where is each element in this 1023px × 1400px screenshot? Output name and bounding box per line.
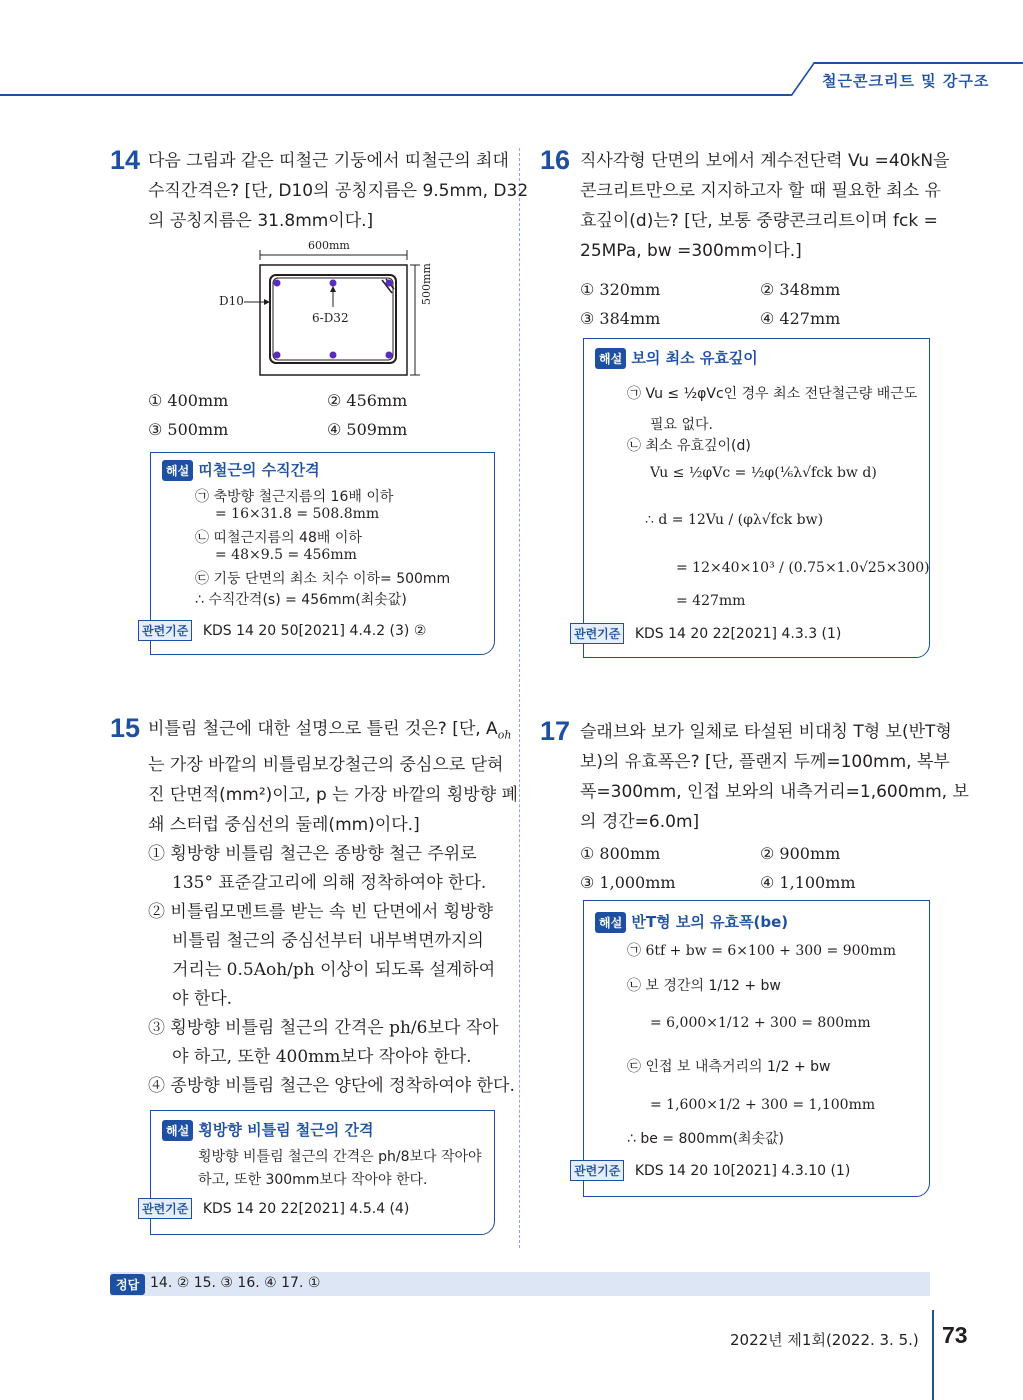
q14-reference <box>138 620 426 641</box>
q16-exp-line: = 12×40×10³ / (0.75×1.0√25×300) <box>676 560 930 576</box>
q16-line: 직사각형 단면의 보에서 계수전단력 Vu =40kN을 <box>580 151 950 171</box>
figure-width-label: 600mm <box>308 239 350 252</box>
q17-exp-line: ㉢ 인접 보 내측거리의 1/2 + bw <box>627 1059 831 1075</box>
q17-exp-line: = 6,000×1/12 + 300 = 800mm <box>650 1015 871 1031</box>
q17-option-1[interactable]: ① 800mm <box>580 844 661 863</box>
section-title: 철근콘크리트 및 강구조 <box>822 72 990 90</box>
figure-tie-label: D10 <box>219 294 244 308</box>
q14-option-4[interactable]: ④ 509mm <box>327 420 408 439</box>
q14-exp-line: = 16×31.8 = 508.8mm <box>215 506 380 522</box>
explanation-badge: 해설 <box>595 912 626 933</box>
question-14-text <box>148 146 529 236</box>
q16-option-4[interactable]: ④ 427mm <box>760 309 841 328</box>
q17-exp-title-text: 반T형 보의 유효폭(be) <box>631 913 789 931</box>
q15-line-text: 비틀림 철근에 대한 설명으로 틀린 것은? [단, A <box>148 719 498 739</box>
q15-reference <box>138 1198 409 1219</box>
q14-option-3[interactable]: ③ 500mm <box>148 420 229 439</box>
q16-line: 25MPa, bw =300mm이다.] <box>580 241 802 261</box>
bar-arrow <box>330 286 336 292</box>
question-16-text <box>580 146 950 266</box>
page-number: 73 <box>942 1322 968 1348</box>
q17-exp-line: = 1,600×1/2 + 300 = 1,100mm <box>650 1097 876 1113</box>
q15-line: 쇄 스터럽 중심선의 둘레(mm)이다.] <box>148 815 420 836</box>
rebar-dot <box>386 352 393 359</box>
q17-line: 보)의 유효폭은? [단, 플랜지 두께=100mm, 복부 <box>580 752 950 772</box>
q14-exp-line: ㉠ 축방향 철근지름의 16배 이하 <box>195 489 394 505</box>
q15-option-3-cont[interactable]: 야 하고, 또한 400mm보다 작아야 한다. <box>172 1047 472 1067</box>
q15-exp-line: 횡방향 비틀림 철근의 간격은 ph/8보다 작아야 <box>198 1149 482 1165</box>
rebar-dot <box>274 280 281 287</box>
q16-line: 효깊이(d)는? [단, 보통 중량콘크리트이며 fck = <box>580 211 938 231</box>
question-17-text <box>580 717 969 837</box>
q16-exp-line: ∴ d = 12Vu / (φλ√fck bw) <box>645 512 824 528</box>
rebar-dot <box>330 280 337 287</box>
q17-ref-text: KDS 14 20 10[2021] 4.3.10 (1) <box>634 1163 851 1179</box>
rebar-dot <box>330 352 337 359</box>
q14-line: 다음 그림과 같은 띠철근 기둥에서 띠철근의 최대 <box>148 151 509 171</box>
question-14-number: 14 <box>110 145 141 175</box>
q17-option-3[interactable]: ③ 1,000mm <box>580 873 676 892</box>
q15-line <box>148 714 512 750</box>
q16-option-2[interactable]: ② 348mm <box>760 280 841 299</box>
q15-exp-line: 하고, 또한 300mm보다 작아야 한다. <box>198 1172 428 1188</box>
q15-ref-text: KDS 14 20 22[2021] 4.5.4 (4) <box>202 1201 410 1217</box>
q15-option-1[interactable]: ① 횡방향 비틀림 철근은 종방향 철근 주위로 <box>148 844 477 864</box>
q17-line: 폭=300mm, 인접 보와의 내측거리=1,600mm, 보 <box>580 782 969 802</box>
q16-explanation-title <box>595 347 758 369</box>
q16-exp-title-text: 보의 최소 유효깊이 <box>631 349 758 367</box>
q17-exp-line: ∴ be = 800mm(최솟값) <box>627 1131 784 1147</box>
q14-exp-line: ∴ 수직간격(s) = 456mm(최솟값) <box>195 592 407 608</box>
q15-exp-title-text: 횡방향 비틀림 철근의 간격 <box>198 1121 374 1139</box>
rebar-dot <box>386 280 393 287</box>
reference-badge: 관련기준 <box>570 1160 624 1181</box>
tied-column-figure <box>210 235 440 385</box>
q14-explanation-title <box>162 459 320 481</box>
explanation-badge: 해설 <box>162 460 193 481</box>
q15-option-2-cont[interactable]: 야 한다. <box>172 989 233 1009</box>
q16-ref-text: KDS 14 20 22[2021] 4.3.3 (1) <box>634 626 842 642</box>
question-17-number: 17 <box>540 716 571 746</box>
q15-option-3[interactable]: ③ 횡방향 비틀림 철근의 간격은 ph/6보다 작아 <box>148 1018 499 1038</box>
q16-exp-line: 필요 없다. <box>650 417 713 433</box>
q15-line: 는 가장 바깥의 비틀림보강철근의 중심으로 닫혀 <box>148 755 504 776</box>
answer-badge: 정답 <box>110 1274 145 1295</box>
exam-date: 2022년 제1회(2022. 3. 5.) <box>730 1331 919 1349</box>
q14-exp-line: ㉢ 기둥 단면의 최소 치수 이하= 500mm <box>195 571 451 587</box>
q15-option-2-cont[interactable]: 비틀림 철근의 중심선부터 내부벽면까지의 <box>172 931 484 951</box>
q16-line: 콘크리트만으로 지지하고자 할 때 필요한 최소 유 <box>580 181 941 201</box>
explanation-badge: 해설 <box>162 1120 193 1141</box>
q15-option-2-cont[interactable]: 거리는 0.5Aoh/ph 이상이 되도록 설계하여 <box>172 960 496 980</box>
q17-explanation-title <box>595 911 788 933</box>
subscript-oh: oh <box>497 728 512 742</box>
q16-exp-line: ㉠ Vu ≤ ½φVc인 경우 최소 전단철근량 배근도 <box>627 386 918 402</box>
q14-exp-line: = 48×9.5 = 456mm <box>215 547 357 563</box>
q15-option-1-cont[interactable]: 135° 표준갈고리에 의해 정착하여야 한다. <box>172 873 487 893</box>
reference-badge: 관련기준 <box>570 623 624 644</box>
q15-option-4[interactable]: ④ 종방향 비틀림 철근은 양단에 정착하여야 한다. <box>148 1076 515 1096</box>
q14-option-1[interactable]: ① 400mm <box>148 391 229 410</box>
q16-exp-line: ㉡ 최소 유효깊이(d) <box>627 438 751 454</box>
q16-option-1[interactable]: ① 320mm <box>580 280 661 299</box>
answer-list: 14. ② 15. ③ 16. ④ 17. ① <box>150 1275 321 1291</box>
q14-exp-title-text: 띠철근의 수직간격 <box>198 461 320 479</box>
q14-line: 의 공칭지름은 31.8mm이다.] <box>148 211 374 231</box>
q17-line: 슬래브와 보가 일체로 타설된 비대칭 T형 보(반T형 <box>580 722 952 742</box>
question-16-number: 16 <box>540 145 571 175</box>
q17-exp-line: ㉡ 보 경간의 1/12 + bw <box>627 978 781 994</box>
q17-exp-line: ㉠ 6tf + bw = 6×100 + 300 = 900mm <box>627 943 896 959</box>
q14-line: 수직간격은? [단, D10의 공칭지름은 9.5mm, D32 <box>148 181 529 201</box>
q15-line: 진 단면적(mm²)이고, p 는 가장 바깥의 횡방향 폐 <box>148 785 518 806</box>
question-15-number: 15 <box>110 713 141 743</box>
q17-line: 의 경간=6.0m] <box>580 812 700 832</box>
explanation-badge: 해설 <box>595 348 626 369</box>
figure-bar-label: 6-D32 <box>312 311 349 325</box>
q15-option-2[interactable]: ② 비틀림모멘트를 받는 속 빈 단면에서 횡방향 <box>148 902 494 922</box>
q14-option-2[interactable]: ② 456mm <box>327 391 408 410</box>
q14-ref-text: KDS 14 20 50[2021] 4.4.2 (3) ② <box>202 623 427 639</box>
q16-exp-line: = 427mm <box>676 593 746 609</box>
q14-exp-line: ㉡ 띠철근지름의 48배 이하 <box>195 530 362 546</box>
reference-badge: 관련기준 <box>138 1198 192 1219</box>
q17-option-4[interactable]: ④ 1,100mm <box>760 873 856 892</box>
rebar-dot <box>274 352 281 359</box>
q16-option-3[interactable]: ③ 384mm <box>580 309 661 328</box>
q15-explanation-title <box>162 1119 373 1141</box>
question-15-text <box>148 714 518 840</box>
footer-divider <box>932 1310 934 1400</box>
q17-reference <box>570 1160 850 1181</box>
reference-badge: 관련기준 <box>138 620 192 641</box>
column-divider <box>519 148 520 1248</box>
q16-exp-line: Vu ≤ ½φVc = ½φ(⅙λ√fck bw d) <box>650 465 877 481</box>
q16-reference <box>570 623 841 644</box>
figure-height-label: 500mm <box>420 263 433 305</box>
q17-option-2[interactable]: ② 900mm <box>760 844 841 863</box>
